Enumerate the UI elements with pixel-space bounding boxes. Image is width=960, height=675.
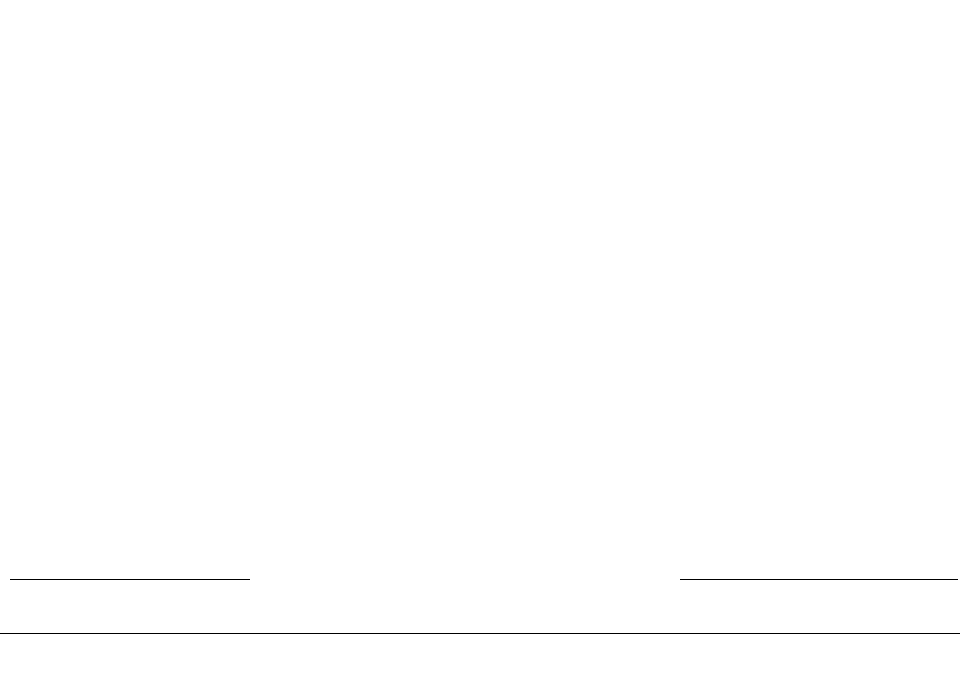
footer-divider bbox=[0, 633, 960, 634]
signature-line-right bbox=[680, 579, 958, 580]
signature-line-left bbox=[10, 579, 250, 580]
